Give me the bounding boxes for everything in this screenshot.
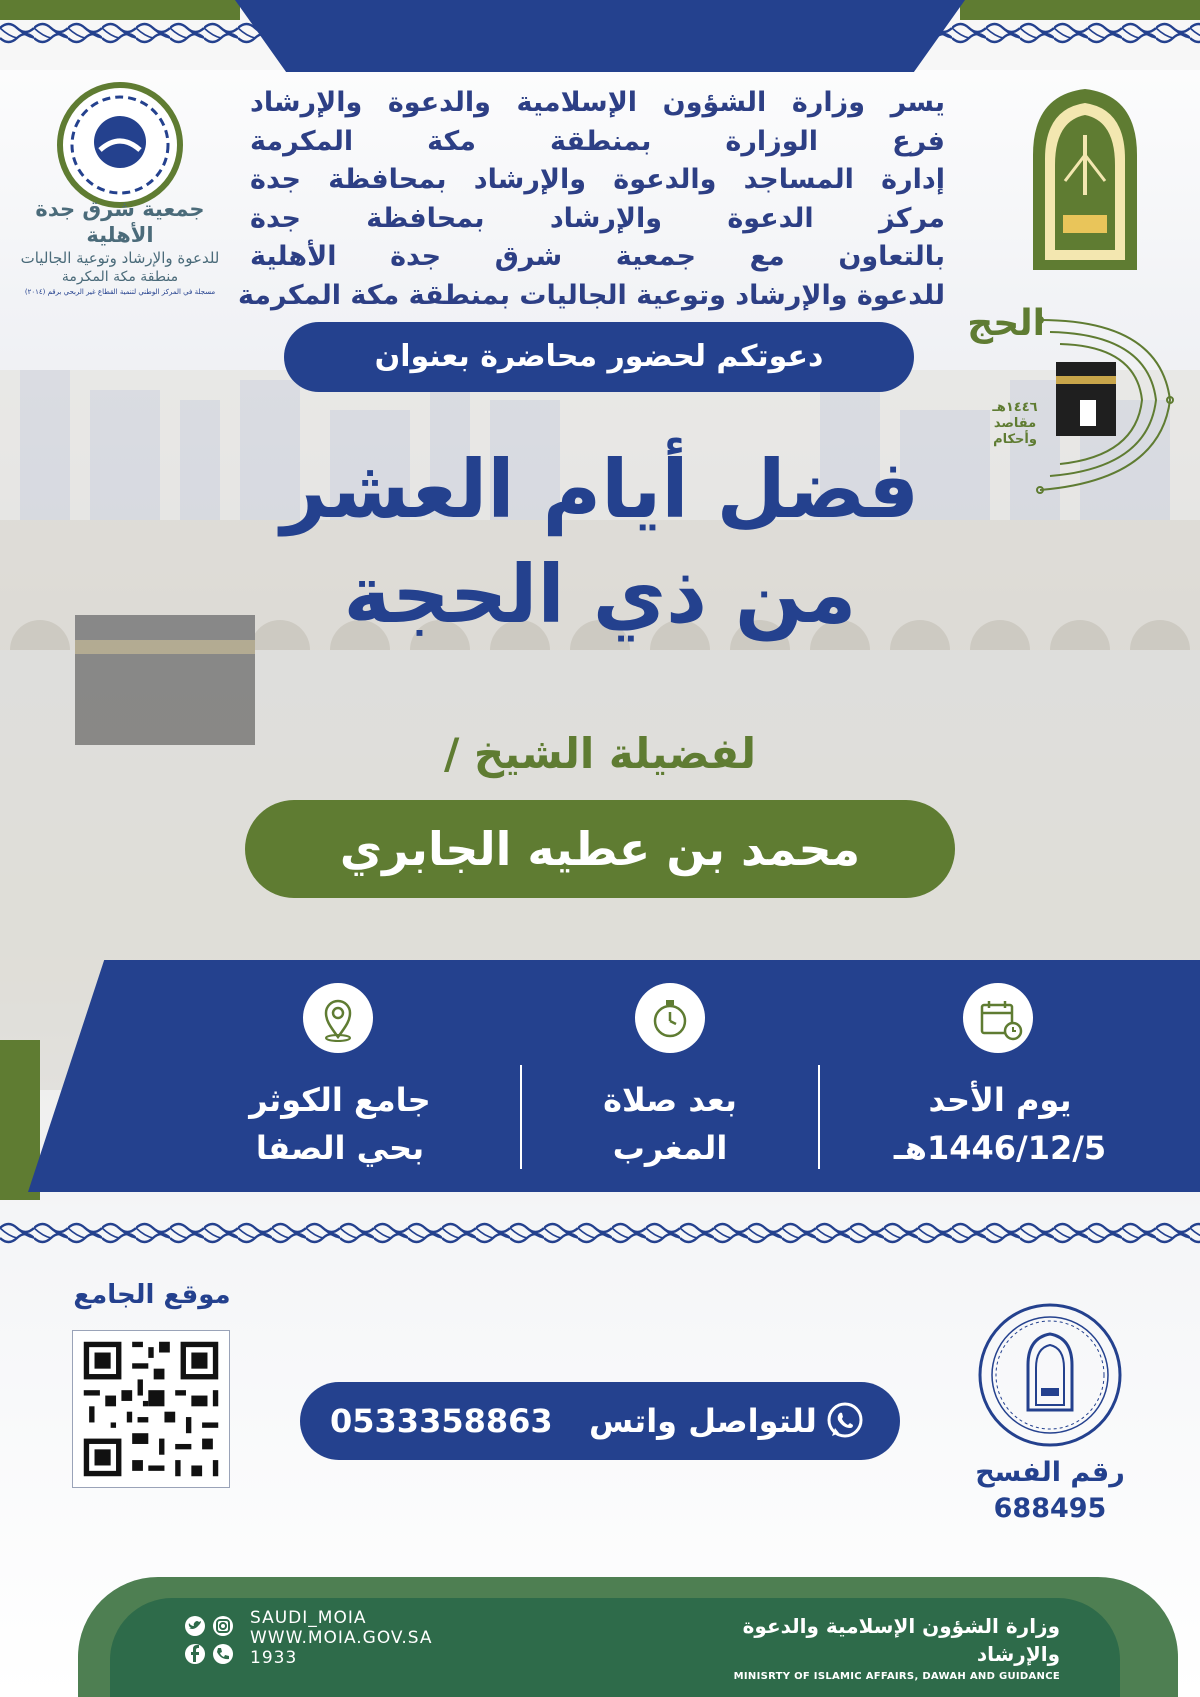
top-green-right xyxy=(960,0,1200,20)
official-stamp xyxy=(975,1300,1125,1450)
license-number: 688495 xyxy=(993,1493,1107,1524)
facebook-icon[interactable] xyxy=(185,1644,205,1664)
footer-website[interactable]: WWW.MOIA.GOV.SA xyxy=(250,1628,433,1648)
hajj-year: ١٤٤٦هـ xyxy=(992,400,1038,415)
association-subtitle: للدعوة والإرشاد وتوعية الجاليات xyxy=(20,249,220,267)
header-line-3: إدارة المساجد والدعوة والإرشاد بمحافظة جدة xyxy=(250,164,945,195)
ministry-emblem xyxy=(1025,85,1145,275)
hajj-logo-text xyxy=(967,300,1045,348)
whatsapp-icon xyxy=(824,1400,866,1442)
social-icons xyxy=(183,1614,239,1670)
info-divider-right xyxy=(818,1065,820,1169)
info-date xyxy=(860,1076,1140,1172)
info-place xyxy=(200,1076,480,1172)
header-line-4: مركز الدعوة والإرشاد بمحافظة جدة xyxy=(250,202,945,234)
stopwatch-icon xyxy=(635,983,705,1053)
invite-pill: دعوتكم لحضور محاضرة بعنوان xyxy=(284,322,914,392)
hajj-subtitles xyxy=(980,400,1050,448)
speaker-label: لفضيلة الشيخ / xyxy=(443,729,757,778)
lecture-title-line2: من ذي الحجة xyxy=(343,548,857,641)
license-label: رقم الفسح xyxy=(975,1457,1125,1488)
license-info xyxy=(950,1455,1150,1527)
info-time-line2: المغرب xyxy=(612,1129,728,1167)
header-line-5: بالتعاون مع جمعية شرق جدة الأهلية xyxy=(250,241,945,272)
header-line-2: فرع الوزارة بمنطقة مكة المكرمة xyxy=(250,125,945,157)
info-time xyxy=(530,1076,810,1172)
info-date-value: 1446/12/5هـ xyxy=(893,1129,1107,1167)
top-green-left xyxy=(0,0,240,20)
whatsapp-contact-pill[interactable] xyxy=(300,1382,900,1460)
lecture-title-line1: فضل أيام العشر xyxy=(280,443,920,536)
whatsapp-label: للتواصل واتس xyxy=(588,1402,817,1440)
info-day: يوم الأحد xyxy=(928,1081,1072,1119)
speaker-name-pill: محمد بن عطيه الجابري xyxy=(245,800,955,898)
twitter-icon[interactable] xyxy=(185,1616,205,1636)
top-navy-trapezoid xyxy=(235,0,965,72)
phone-icon[interactable] xyxy=(213,1644,233,1664)
association-logo-emblem xyxy=(55,80,185,210)
hajj-subtitle-1: مقاصد xyxy=(993,416,1037,431)
header-line-1: يسر وزارة الشؤون الإسلامية والدعوة والإرشاد xyxy=(250,87,945,118)
info-divider-left xyxy=(520,1065,522,1169)
instagram-icon[interactable] xyxy=(213,1616,233,1636)
footer-ministry-ar: وزارة الشؤون الإسلامية والدعوة والإرشاد xyxy=(742,1614,1060,1666)
footer-handle[interactable]: SAUDI_MOIA xyxy=(250,1608,367,1628)
info-place-line2: بحي الصفا xyxy=(255,1129,425,1167)
association-logo-text xyxy=(15,196,225,298)
header-line-6: للدعوة والإرشاد وتوعية الجاليات بمنطقة مكة المكرمة xyxy=(237,279,945,311)
qr-code[interactable] xyxy=(72,1330,230,1488)
info-time-line1: بعد صلاة xyxy=(603,1081,737,1119)
location-pin-icon xyxy=(303,983,373,1053)
header-sponsor-lines xyxy=(237,84,945,315)
footer-ministry-en: MINISRTY OF ISLAMIC AFFAIRS, DAWAH AND GUIDANCE xyxy=(733,1671,1060,1682)
calendar-icon xyxy=(963,983,1033,1053)
association-name: جمعية شرق جدة الأهلية xyxy=(35,197,205,247)
footer-hotline[interactable]: 1933 xyxy=(250,1648,298,1668)
association-registration: مسجلة في المركز الوطني لتنمية القطاع غير الربحي برقم (٢٠١٤) xyxy=(24,288,216,296)
braid-pattern-bottom xyxy=(0,1220,1200,1246)
qr-label: موقع الجامع xyxy=(73,1280,231,1310)
whatsapp-text-row xyxy=(330,1382,817,1460)
footer-social-text xyxy=(250,1608,433,1668)
footer-ministry-name xyxy=(700,1612,1060,1686)
whatsapp-number: 0533358863 xyxy=(330,1402,553,1440)
association-region: منطقة مكة المكرمة xyxy=(61,269,179,285)
info-place-line1: جامع الكوثر xyxy=(249,1081,431,1119)
hajj-title: الحج xyxy=(967,303,1045,344)
hajj-subtitle-2: وأحكام xyxy=(993,432,1037,447)
